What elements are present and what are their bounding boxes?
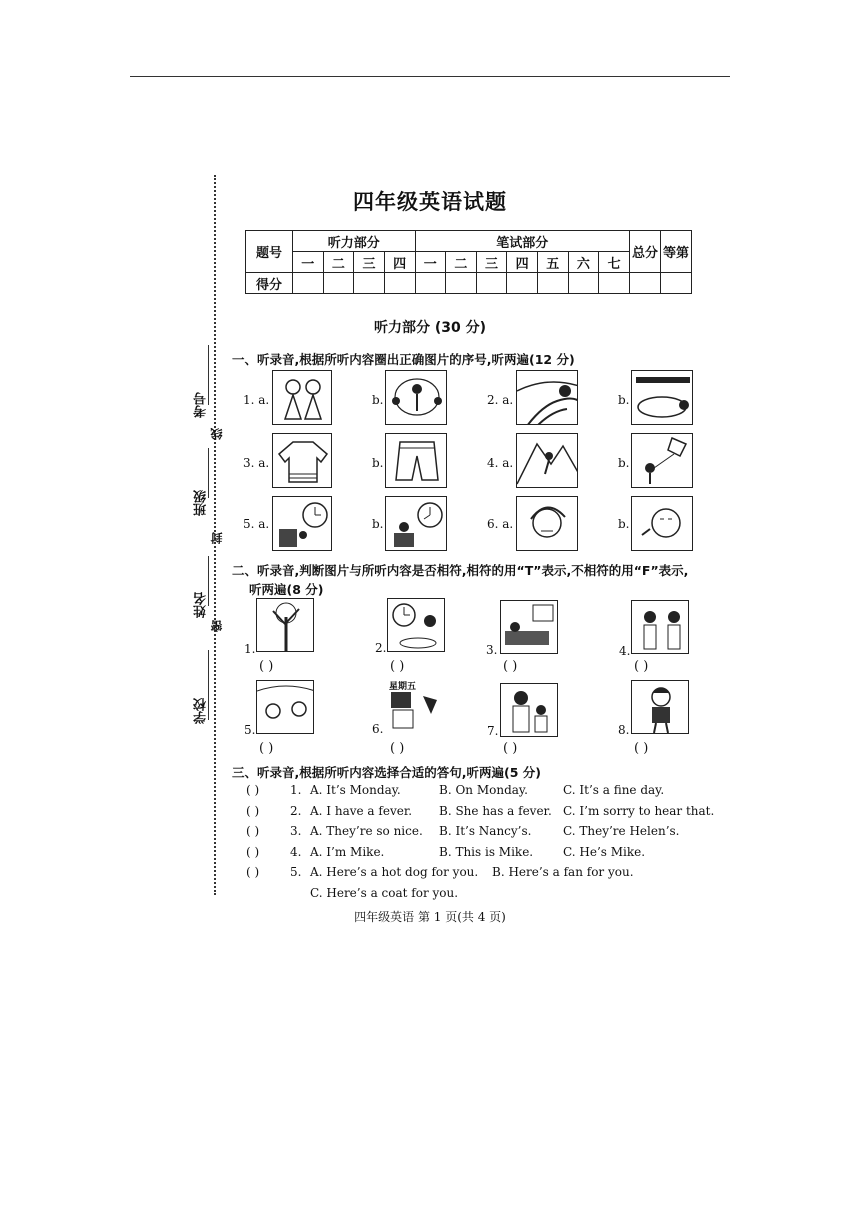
written-col: 三 [476,252,507,273]
p1-q5a-picture[interactable] [272,496,332,551]
p1-q1b-picture[interactable] [385,370,447,425]
q2-option-a: A. I have a fever. [310,804,413,818]
p2-num-1: 1. [244,642,256,656]
p1-q3a-picture[interactable] [272,433,332,488]
score-blank[interactable] [661,273,692,294]
feng-mark: 封 [210,532,224,544]
banji-label: 班级 [194,490,209,516]
kaohao-label: 考号 [194,392,209,418]
p2-blank-4[interactable]: ( ) [634,659,649,674]
score-blank[interactable] [538,273,569,294]
q2-option-c: C. I’m sorry to hear that. [563,804,715,818]
p1-item5-b-label: b. [372,517,384,531]
two-children-icon [632,601,689,654]
q3-option-b: B. It’s Nancy’s. [439,824,532,838]
q5-option-b: B. Here’s a fan for you. [492,865,634,879]
score-blank[interactable] [599,273,630,294]
clock-people-icon [386,497,447,551]
score-blank[interactable] [354,273,385,294]
p2-blank-5[interactable]: ( ) [259,741,274,756]
p1-item1-b-label: b. [372,393,384,407]
sick-girl-icon [517,497,578,551]
written-col: 一 [415,252,446,273]
score-blank[interactable] [446,273,477,294]
written-header: 笔试部分 [415,231,630,252]
sick-boy-icon [632,497,693,551]
q4-option-c: C. He’s Mike. [563,845,646,859]
river-icon [517,371,578,425]
score-blank[interactable] [293,273,324,294]
q1-option-b: B. On Monday. [439,783,528,797]
p1-item2-label: 2. a. [487,393,514,407]
listening-section-title: 听力部分 (30 分) [373,320,487,336]
score-blank[interactable] [323,273,354,294]
score-blank[interactable] [384,273,415,294]
p1-item5-label: 5. a. [243,517,270,531]
defen-cell: 得分 [246,273,293,294]
p2-num-2: 2. [375,641,387,655]
p1-q2a-picture[interactable] [516,370,578,425]
xingming-label: 姓名 [194,592,209,618]
written-col: 五 [538,252,569,273]
q1-option-a: A. It’s Monday. [310,783,401,797]
q5-option-a: A. Here’s a hot dog for you. [310,865,479,879]
p1-item3-b-label: b. [372,456,384,470]
shorts-icon [386,434,447,488]
q2-option-b: B. She has a fever. [439,804,552,818]
grade-header: 等第 [661,231,692,273]
p1-q6b-picture[interactable] [631,496,693,551]
q1-option-c: C. It’s a fine day. [563,783,665,797]
p1-q1a-picture[interactable] [272,370,332,425]
page-title: 四年级英语试题 [353,190,507,214]
tree-icon [257,599,314,652]
p2-blank-1[interactable]: ( ) [259,659,274,674]
two-girls-icon [273,371,332,425]
p1-q6a-picture[interactable] [516,496,578,551]
p2-num-8: 8. [618,723,630,737]
p2-pic-2 [387,598,445,652]
boy-icon [632,681,689,734]
p2-blank-2[interactable]: ( ) [390,659,405,674]
p1-q4a-picture[interactable] [516,433,578,488]
p2-blank-7[interactable]: ( ) [503,741,518,756]
q2-paren[interactable]: ( ) [246,804,260,818]
top-rule [130,76,730,77]
xuexiao-label: 学校 [194,698,209,724]
score-table [245,230,692,294]
q4-option-a: A. I’m Mike. [310,845,385,859]
score-blank[interactable] [415,273,446,294]
cold-people-icon [257,681,314,734]
written-col: 二 [446,252,477,273]
q5-paren[interactable]: ( ) [246,865,260,879]
p2-num-3: 3. [486,643,498,657]
kite-boy-icon [632,434,693,488]
q5-option-c: C. Here’s a coat for you. [310,886,459,900]
xian-mark: 线 [210,428,224,440]
part3-heading: 三、听录音,根据所听内容选择合适的答句,听两遍(5 分) [232,765,541,780]
sweater-icon [273,434,332,488]
bed-icon [501,601,558,654]
mi-mark: 密 [210,620,224,632]
p2-pic-6 [387,680,445,734]
p2-blank-8[interactable]: ( ) [634,741,649,756]
page-footer: 四年级英语 第 1 页(共 4 页) [354,910,506,924]
p2-blank-6[interactable]: ( ) [390,741,405,756]
q3-option-a: A. They’re so nice. [310,824,423,838]
p2-num-6: 6. [372,722,384,736]
p2-num-7: 7. [487,724,499,738]
clock-people-icon [273,497,332,551]
part1-heading: 一、听录音,根据所听内容圈出正确图片的序号,听两遍(12 分) [232,352,575,367]
p1-item2-b-label: b. [618,393,630,407]
total-header: 总分 [630,231,661,273]
p2-pic-3 [500,600,558,654]
climbing-icon [517,434,578,488]
listening-col: 二 [323,252,354,273]
part2-heading-line1: 二、听录音,判断图片与所听内容是否相符,相符的用“T”表示,不相符的用“F”表示, [232,563,689,578]
p1-item3-label: 3. a. [243,456,270,470]
lake-icon [632,371,693,425]
score-blank[interactable] [476,273,507,294]
q3-option-c: C. They’re Helen’s. [563,824,680,838]
q4-option-b: B. This is Mike. [439,845,534,859]
q4-num: 4. [290,845,302,859]
jump-rope-icon [386,371,447,425]
clock-dinner-icon [388,599,445,652]
p1-q3b-picture[interactable] [385,433,447,488]
q1-num: 1. [290,783,302,797]
p2-pic-1 [256,598,314,652]
listening-col: 一 [293,252,324,273]
q3-paren[interactable]: ( ) [246,824,260,838]
p1-q4b-picture[interactable] [631,433,693,488]
q2-num: 2. [290,804,302,818]
tihao-cell: 题号 [246,231,293,273]
p1-q5b-picture[interactable] [385,496,447,551]
q3-num: 3. [290,824,302,838]
q4-paren[interactable]: ( ) [246,845,260,859]
part2-heading-line2: 听两遍(8 分) [249,582,324,597]
written-col: 六 [568,252,599,273]
listening-col: 三 [354,252,385,273]
p2-num-5: 5. [244,723,256,737]
p1-q2b-picture[interactable] [631,370,693,425]
score-blank[interactable] [507,273,538,294]
listening-col: 四 [384,252,415,273]
p2-pic-8 [631,680,689,734]
p2-blank-3[interactable]: ( ) [503,659,518,674]
p1-item1-label: 1. a. [243,393,270,407]
q1-paren[interactable]: ( ) [246,783,260,797]
p1-item6-label: 6. a. [487,517,514,531]
p1-item6-b-label: b. [618,517,630,531]
p2-pic-7 [500,683,558,737]
p2-pic-4 [631,600,689,654]
p1-item4-b-label: b. [618,456,630,470]
score-blank[interactable] [630,273,661,294]
friday-sign: 星期五 [389,682,417,692]
family-icon [501,684,558,737]
q5-num: 5. [290,865,302,879]
written-col: 四 [507,252,538,273]
p1-item4-label: 4. a. [487,456,514,470]
listening-header: 听力部分 [293,231,416,252]
written-col: 七 [599,252,630,273]
p2-pic-5 [256,680,314,734]
schedule-icon [387,680,445,734]
p2-num-4: 4. [619,644,631,658]
score-blank[interactable] [568,273,599,294]
